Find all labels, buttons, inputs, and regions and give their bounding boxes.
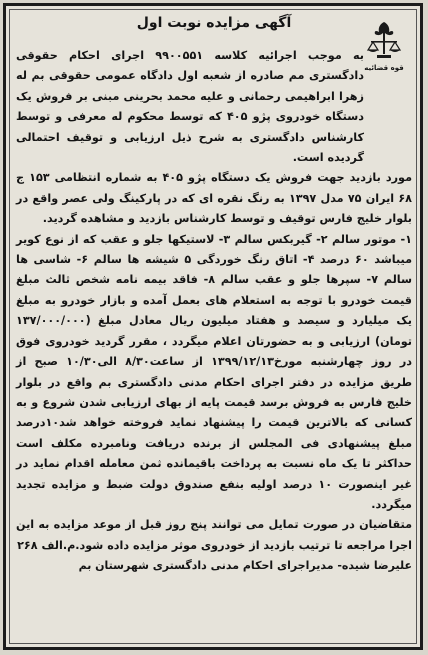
notice-paragraph-conditions: ۱- موتور سالم ۲- گیربکس سالم ۳- لاستیکها جلو و عقب که از نوع کویر میباشد ۶۰ درصد ۴- اتاق رنگ خوردگی ۵ شیشه ها سالم ۶- شاسی ها سالم ۷- سپرها جلو و عقب سالم ۸- فاقد بیمه نامه شخص ثالث مبلغ قیمت خودرو با توجه به استعلام های بعمل آمده و بازار خودرو به مبلغ یک میلیارد و سیصد و هفتاد میلیون ریال معادل مبلغ (۱۳۷/۰۰۰/۰۰۰ تومان) ارزیابی و به حضورتان اعلام میگردد ، مقرر گردید خودروی فوق در روز چهارشنبه مورخ۱۳۹۹/۱۲/۱۳ از ساعت۸/۳۰ الی۱۰/۳۰ صبح از طریق مزایده در دفتر اجرای احکام مدنی دادگستری بم واقع در بلوار خلیج فارس به فروش برسد قیمت پایه از بهای ارزیابی شدن شروع و به کسانی که بالاترین قیمت را پیشنهاد نماید فروخته خواهد شد۱۰درصد مبلغ پیشنهادی فی المجلس از برنده دریافت ونامبرده مکلف است حداکثر تا یک ماه نسبت به پرداخت باقیمانده ثمن معامله اقدام نماید در غیر اینصورت ۱۰ درصد اولیه بنفع صندوق دولت ضبط و مزایده تجدید میگردد. — [16, 232, 413, 511]
notice-paragraph-vehicle: مورد بازدید جهت فروش یک دستگاه پژو ۴۰۵ به شماره انتظامی ۱۵۳ ج ۶۸ ایران ۷۵ مدل ۱۳۹۷ به رنگ نقره ای که در پارکینگ ولی عصر واقع در بلوار خلیج فارس توقیف و توسط کارشناس بازدید و مشاهده گردید. — [16, 171, 413, 226]
emblem-caption: قوه قضائیه — [364, 64, 404, 72]
notice-paragraph-applicants: متقاضیان در صورت تمایل می توانند پنج روز قبل از موعد مزایده به این اجرا مراجعه تا ترتیب بازدید از خودروی موثر مزایده داده شود.م.الف ۲۶۸ — [16, 518, 412, 552]
notice-title: آگهی مزایده نوبت اول — [136, 15, 292, 31]
notice-signature: علیرضا شیده- مدیراجرای احکام مدنی دادگستری شهرستان بم — [78, 559, 412, 573]
notice-paragraph-intro: به موجب اجرائیه کلاسه ۹۹۰۰۵۵۱ اجرای احکام حقوقی دادگستری مم صادره از شعبه اول دادگاه عمومی حقوقی بم له زهرا ابراهیمی رحمانی و علیه محمد بحرینی مبنی بر فروش یک دستگاه خودروی پژو ۴۰۵ که توسط محکوم له معرفی و توسط کارشناس دادگستری به شرح ذیل ارزیابی و توقیف احتمالی گردیده است. — [16, 49, 364, 165]
notice-body — [16, 12, 412, 641]
notice-clipping — [3, 3, 423, 650]
notice-header — [16, 12, 412, 46]
